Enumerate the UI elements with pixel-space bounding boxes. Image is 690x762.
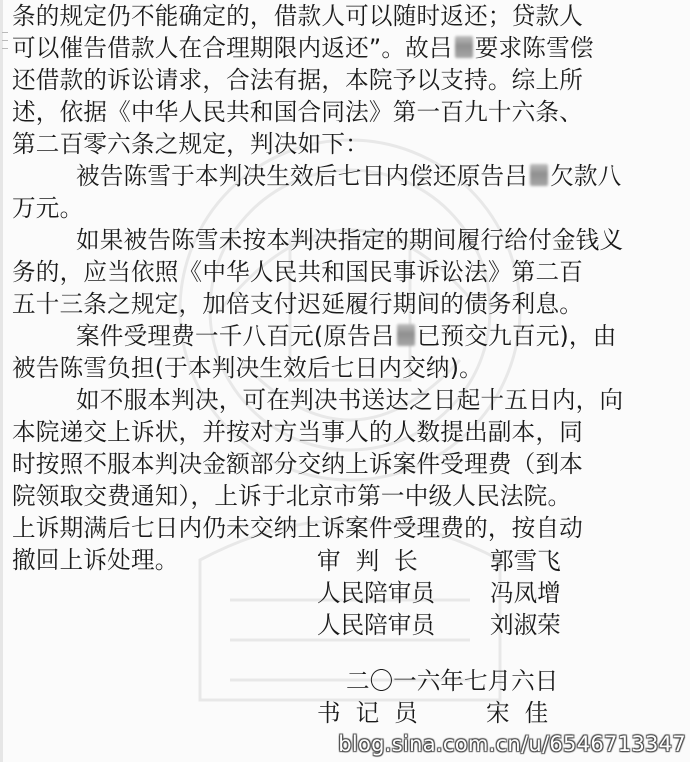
text-line — [76, 224, 623, 256]
left-margin-rule — [0, 0, 3, 762]
text-line — [12, 96, 583, 128]
text-line — [12, 288, 583, 320]
text-line — [12, 32, 594, 64]
text-line — [76, 160, 621, 192]
text-segment: 被告陈雪负担(于本判决生效后七日内交纳)。 — [12, 354, 483, 382]
signature-name: 冯凤增 — [490, 579, 561, 607]
text-segment: 还借款的诉讼请求，合法有据，本院予以支持。综上所 — [12, 66, 584, 94]
text-segment: 五十三条之规定，加倍支付迟延履行期间的债务利息。 — [12, 290, 584, 318]
text-line — [12, 544, 179, 576]
source-watermark: blog.sina.com.cn/u/6546713347 — [338, 732, 686, 756]
text-line — [12, 64, 583, 96]
text-line — [12, 128, 369, 160]
text-segment: 述，依据《中华人民共和国合同法》第一百九十六条、 — [12, 98, 584, 126]
signature-name: 刘淑荣 — [490, 611, 561, 639]
text-segment: 时按照不服本判决金额部分交纳上诉案件受理费（到本 — [12, 450, 584, 478]
text-segment: 被告陈雪于本判决生效后七日内偿还原告吕 — [76, 162, 529, 190]
text-segment: 院领取交费通知），上诉于北京市第一中级人民法院。 — [12, 482, 572, 510]
text-segment: 可以催告借款人在合理期限内返还”。故吕 — [12, 34, 453, 62]
margin-tick — [2, 48, 8, 49]
text-line — [12, 192, 83, 224]
text-segment: 如不服本判决，可在判决书送达之日起十五日内，向 — [76, 386, 624, 414]
text-line — [12, 0, 583, 32]
text-segment: 务的，应当依照《中华人民共和国民事诉讼法》第二百 — [12, 258, 584, 286]
text-line — [12, 480, 571, 512]
text-segment: 万元。 — [12, 194, 84, 222]
text-line — [12, 512, 583, 544]
text-line — [76, 320, 617, 352]
margin-tick — [2, 40, 8, 41]
clerk-role: 书 记 员 — [317, 699, 418, 727]
redacted-name-blur — [397, 324, 415, 346]
redacted-name-blur — [455, 36, 473, 58]
text-line — [76, 384, 623, 416]
text-line — [12, 448, 583, 480]
date-line: 二〇一六年七月六日 — [346, 667, 559, 695]
clerk-name: 宋 佳 — [486, 699, 549, 727]
signature-name: 郭雪飞 — [490, 547, 561, 575]
text-line — [12, 352, 483, 384]
text-segment: 如果被告陈雪未按本判决指定的期间履行给付金钱义 — [76, 226, 624, 254]
text-segment: 条的规定仍不能确定的，借款人可以随时返还；贷款人 — [12, 2, 584, 30]
signature-role: 人民陪审员 — [317, 611, 435, 639]
text-segment: 要求陈雪偿 — [474, 34, 594, 62]
text-segment: 第二百零六条之规定，判决如下： — [12, 130, 369, 158]
text-segment: 已预交九百元)，由 — [416, 322, 617, 350]
signature-role: 人民陪审员 — [317, 579, 435, 607]
text-segment: 上诉期满后七日内仍未交纳上诉案件受理费的，按自动 — [12, 514, 584, 542]
text-segment: 欠款八 — [550, 162, 622, 190]
text-segment: 撤回上诉处理。 — [12, 546, 179, 574]
text-line — [12, 256, 583, 288]
text-segment: 本院递交上诉状，并按对方当事人的人数提出副本，同 — [12, 418, 584, 446]
text-segment: 案件受理费一千八百元(原告吕 — [76, 322, 395, 350]
signature-role: 审 判 长 — [317, 547, 418, 575]
text-line — [12, 416, 583, 448]
margin-tick — [2, 32, 8, 33]
redacted-name-blur — [530, 164, 548, 186]
